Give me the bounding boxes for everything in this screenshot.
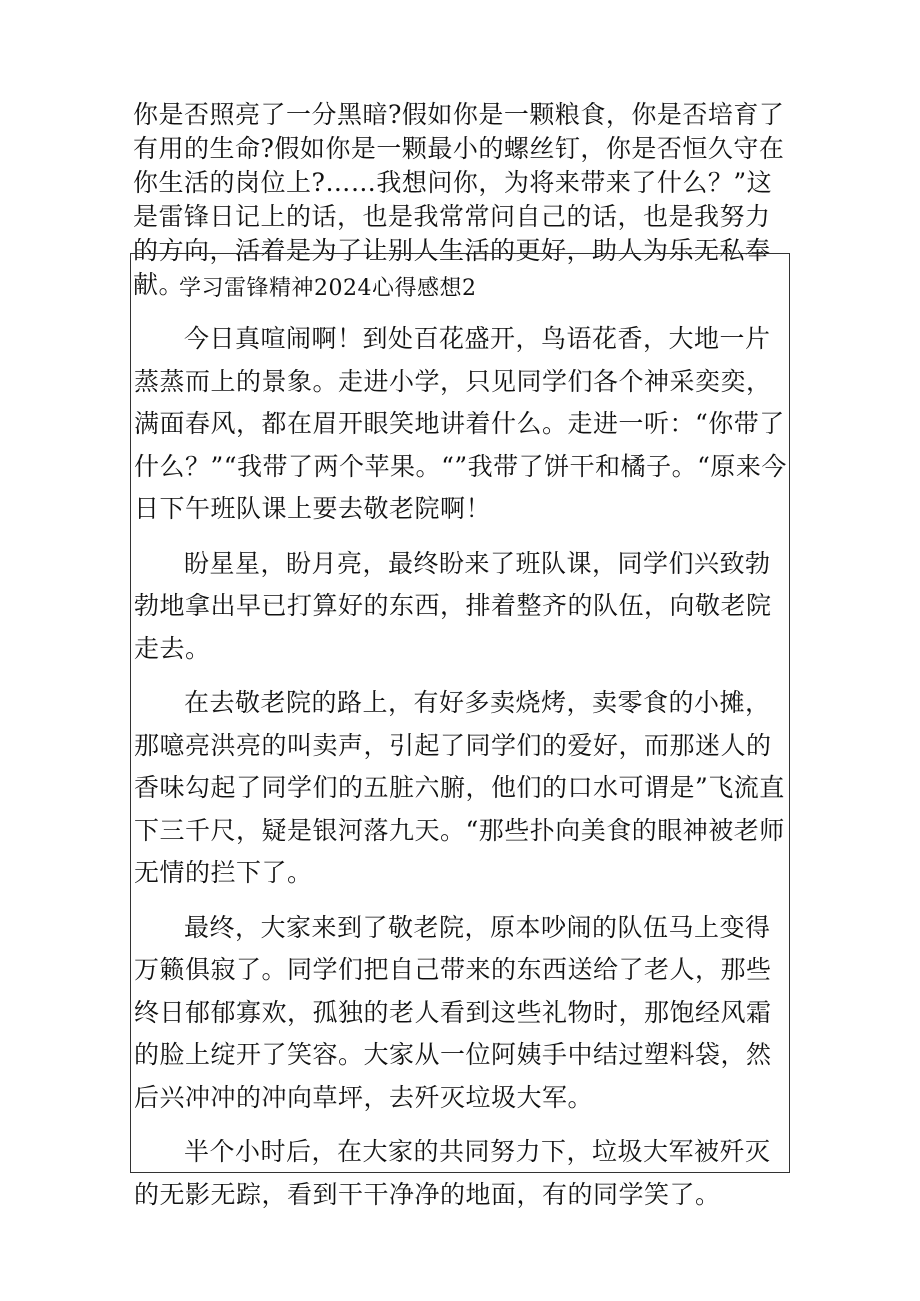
paragraph: 半个小时后，在大家的共同努力下，垃圾大军被歼灭的无影无踪，看到干干净净的地面，有的同学笑了。 — [134, 1137, 771, 1209]
paragraph: 在去敬老院的路上，有好多卖烧烤，卖零食的小摊，那噫亮洪亮的叫卖声，引起了同学们的爱好，而那迷人的香味勾起了同学们的五脏六腑，他们的口水可谓是”飞流直下三千尺，疑是银河落九天。“那些扑向美食的眼神被老师无情的拦下了。 — [134, 688, 785, 887]
paragraph: 今日真喧闹啊！到处百花盛开，鸟语花香，大地一片蒸蒸而上的景象。走进小学，只见同学们各个神采奕奕，满面春风，都在眉开眼笑地讲着什么。走进一听：“你带了什么？”“我带了两个苹果。“”我带了饼干和橘子。“原来今日下午班队课上要去敬老院啊！ — [134, 324, 787, 523]
paragraph: 最终，大家来到了敬老院，原本吵闹的队伍马上变得万籁俱寂了。同学们把自己带来的东西送给了老人，那些终日郁郁寡欢，孤独的老人看到这些礼物时，那饱经风霜的脸上绽开了笑容。大家从一位阿姨手中结过塑料袋，然后兴冲冲的冲向草坪，去歼灭垃圾大军。 — [134, 912, 772, 1112]
intro-paragraph: 你是否照亮了一分黑暗?假如你是一颗粮食，你是否培育了有用的生命?假如你是一颗最小的螺丝钉，你是否恒久守在你生活的岗位上?……我想问你，为将来带来了什么？”这是雷锋日记上的话，也是我常常问自己的话，也是我努力的方向，活着是为了让别人生活的更好，助人为乐无私奉献。 — [133, 100, 785, 299]
paragraph: 盼星星，盼月亮，最终盼来了班队课，同学们兴致勃勃地拿出早已打算好的东西，排着整齐的队伍，向敬老院走去。 — [134, 548, 772, 663]
essay-box — [130, 253, 790, 1209]
essay-title: 学习雷锋精神2024心得感想2 — [179, 276, 477, 301]
essay-content — [134, 318, 788, 1228]
